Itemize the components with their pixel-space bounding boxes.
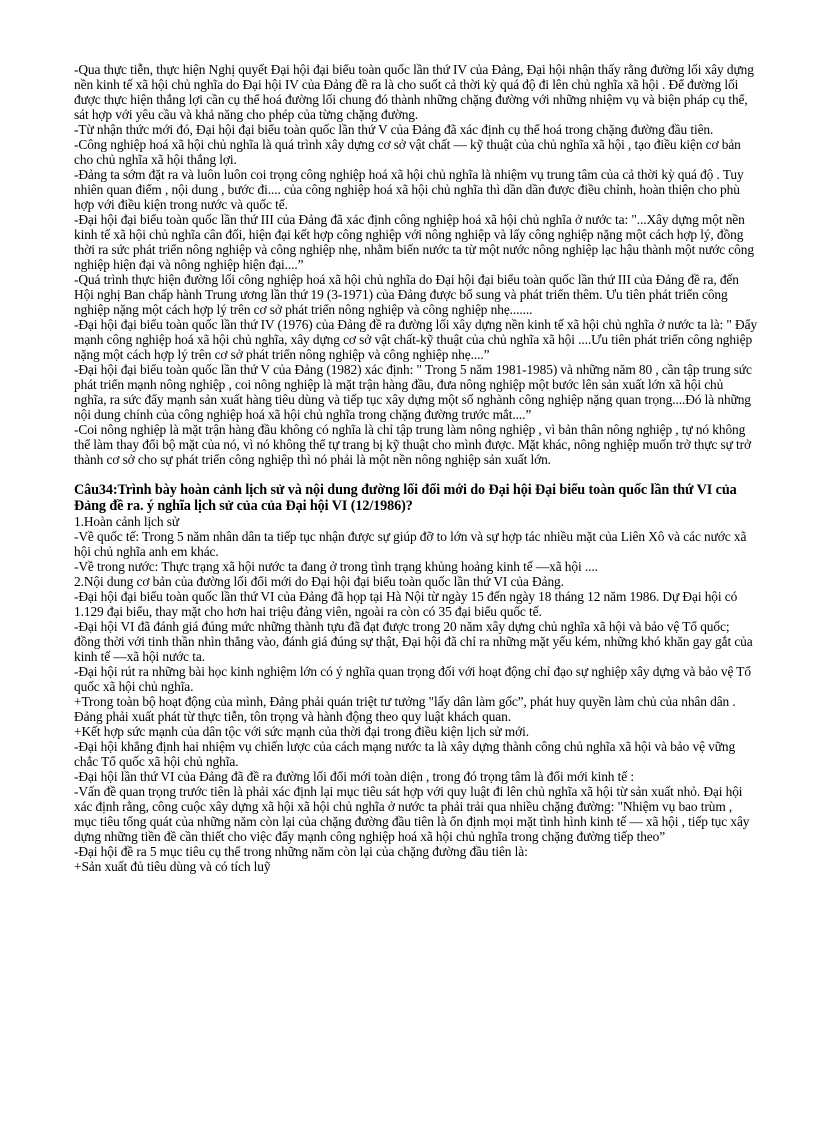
paragraph: +Trong toàn bộ hoạt động của mình, Đảng phải quán triệt tư tưởng "lấy dân làm gốc”, phát huy quyền làm chủ của nhân dân . (74, 694, 736, 710)
paragraph: -Đại hội khẳng định hai nhiệm vụ chiến lược của cách mạng nước ta là xây dựng thành công chủ nghĩa xã hội và bảo vệ vững chắc Tổ quốc xã hội chủ nghĩa. (74, 739, 736, 770)
paragraph: -Đảng ta sớm đặt ra và luôn luôn coi trọng công nghiệp hoá xã hội chủ nghĩa là nhiệm vụ trung tâm của cả thời kỳ quá độ . Tuy nhiên quan điểm , nội dung , bước đi.... của công nghiệp hoá xã hội chủ nghĩa thì dần dần được điều chỉnh, hoàn thiện cho phù hợp với điều kiện trong nước và quốc tế. (74, 167, 744, 212)
document-page (74, 62, 758, 874)
paragraph: -Về trong nước: Thực trạng xã hội nước ta đang ở trong tình trạng khủng hoảng kinh tế —xã hội .... (74, 559, 598, 575)
paragraph: -Đại hội rút ra những bài học kinh nghiệm lớn có ý nghĩa quan trọng đối với hoạt động chỉ đạo sự nghiệp xây dựng và bảo vệ Tổ quốc xã hội chủ nghĩa. (74, 664, 751, 695)
paragraph: -Đại hội đại biểu toàn quốc lần thứ III của Đảng đã xác định công nghiệp hoá xã hội chủ nghĩa ở nước ta: "...Xây dựng một nền kinh tế xã hội chủ nghĩa cân đối, hiện đại kết hợp công nghiệp với nông nghiệp và lấy công nghiệp nặng một cách hợp lý, đồng thời ra sức phát triển nông nghiệp và công nghiệp nhẹ, nhằm biến nước ta từ một nước nông nghiệp lạc hậu thành một nước công nghiệp hiện đại và nông nghiệp hiện đại....” (74, 212, 754, 272)
paragraph: -Đại hội đại biểu toàn quốc lần thứ V của Đảng (1982) xác định: " Trong 5 năm 1981-1985) và những năm 80 , cần tập trung sức phát triển mạnh nông nghiệp , coi nông nghiệp là mặt trận hàng đầu, đưa nông nghiệp một bước lên sản xuất lớn xã hội chủ nghĩa, ra sức đẩy mạnh sản xuất hàng tiêu dùng và tiếp tục xây dựng một số nghành công nghiệp nặng quan trọng....Đó là những nội dung chính của công nghiệp hoá xã hội chủ nghĩa trong chặng đường trước mắt....” (74, 362, 752, 422)
question-heading: Câu34:Trình bày hoàn cảnh lịch sử và nội dung đường lối đổi mới do Đại hội Đại biểu toàn quốc lần thứ VI của Đảng đề ra. ý nghĩa lịch sử của của Đại hội VI (12/1986)? (74, 482, 737, 514)
paragraph: -Đại hội VI đã đánh giá đúng mức những thành tựu đã đạt được trong 20 năm xây dựng chủ nghĩa xã hội và bảo vệ Tổ quốc; đồng thời với tinh thần nhìn thẳng vào, đánh giá đúng sự thật, Đại hội đã chỉ ra những mặt yếu kém, những khó khăn gay gắt của kinh tế —xã hội nước ta. (74, 619, 753, 665)
paragraph: +Sản xuất đủ tiêu dùng và có tích luỹ (74, 859, 271, 875)
paragraph: -Đại hội đại biểu toàn quốc lần thứ IV (1976) của Đảng đề ra đường lối xây dựng nền kinh tế xã hội chủ nghĩa ở nước ta là: " Đẩy mạnh công nghiệp hoá xã hội chủ nghĩa, xây dựng cơ sở vật chất-kỹ thuật của chủ nghĩa xã hội ....Ưu tiên phát triển công nghiệp nặng một cách hợp lý trên cơ sở phát triển nông nghiệp và công nghiệp nhẹ....” (74, 317, 758, 362)
paragraph: -Coi nông nghiệp là mặt trận hàng đầu không có nghĩa là chỉ tập trung làm nông nghiệp , vì bản thân nông nghiệp , tự nó không thể làm thay đổi bộ mặt của nó, vì nó không thể tự trang bị kỹ thuật cho mình được. Mặt khác, nông nghiệp muốn trở thực sự trở thành cơ sở cho sự phát triển công nghiệp thì nó phải là một nền nông nghiệp sản xuất lớn. (74, 422, 751, 467)
paragraph: -Đại hội đại biểu toàn quốc lần thứ VI của Đảng đã họp tại Hà Nội từ ngày 15 đến ngày 18 tháng 12 năm 1986. Dự Đại hội có 1.129 đại biểu, thay mặt cho hơn hai triệu đảng viên, ngoài ra còn có 35 đại biểu quốc tế. (74, 589, 738, 620)
paragraph: -Vấn đề quan trọng trước tiên là phải xác định lại mục tiêu sát hợp với quy luật đi lên chủ nghĩa xã hội từ sản xuất nhỏ. Đại hội xác định rằng, công cuộc xây dựng xã hội xã hội chủ nghĩa ở nước ta phải trải qua nhiều chặng đường: "Nhiệm vụ bao trùm , mục tiêu tổng quát của những năm còn lại của chặng đường đầu tiên là ổn định mọi mặt tình hình kinh tế — xã hội , tiếp tục xây dựng những tiền đề cần thiết cho việc đẩy mạnh công nghiệp hoá xã hội chủ nghĩa trong chặng đường tiếp theo” (74, 784, 750, 845)
subheading: 1.Hoàn cảnh lịch sử (74, 514, 180, 530)
paragraph: +Kết hợp sức mạnh của dân tộc với sức mạnh của thời đại trong điều kiện lịch sử mới. (74, 724, 529, 740)
paragraph: -Đại hội đề ra 5 mục tiêu cụ thể trong những năm còn lại của chặng đường đầu tiên là: (74, 844, 528, 860)
paragraph: -Đại hội lần thứ VI của Đảng đã đề ra đường lối đổi mới toàn diện , trong đó trọng tâm là đổi mới kinh tế : (74, 769, 634, 785)
paragraph: Đảng phải xuất phát từ thực tiễn, tôn trọng và hành động theo quy luật khách quan. (74, 709, 511, 725)
paragraph: -Về quốc tế: Trong 5 năm nhân dân ta tiếp tục nhận được sự giúp đỡ to lớn và sự hợp tác nhiều mặt của Liên Xô và các nước xã hội chủ nghĩa anh em khác. (74, 529, 747, 560)
paragraph: -Từ nhận thức mới đó, Đại hội đại biểu toàn quốc lần thứ V của Đảng đã xác định cụ thể hoá trong chặng đường đầu tiên. (74, 122, 714, 137)
paragraph: -Công nghiệp hoá xã hội chủ nghĩa là quá trình xây dựng cơ sở vật chất — kỹ thuật của chủ nghĩa xã hội , tạo điều kiện cơ bản cho chủ nghĩa xã hội thắng lợi. (74, 137, 741, 167)
paragraph: -Qua thực tiễn, thực hiện Nghị quyết Đại hội đại biểu toàn quốc lần thứ IV của Đảng, Đại hội nhận thấy rằng đường lối xây dựng nền kinh tế xã hội chủ nghĩa do Đại hội IV của Đảng đề ra là cho suốt cả thời kỳ quá độ đi lên chủ nghĩa xã hội . Để đường lối được thực hiện thắng lợi cần cụ thể hoá đường lối chung đó thành những chặng đường với những nhiệm vụ và biện pháp cụ thể, sát hợp với yêu cầu và khả năng cho phép của từng chặng đường. (74, 62, 754, 122)
subheading: 2.Nội dung cơ bản của đường lối đổi mới do Đại hội đại biểu toàn quốc lần thứ VI của Đảng. (74, 574, 564, 590)
paragraph: -Quá trình thực hiện đường lối công nghiệp hoá xã hội chủ nghĩa do Đại hội đại biểu toàn quốc lần thứ III của Đảng đề ra, đến Hội nghị Ban chấp hành Trung ương lần thứ 19 (3-1971) của Đảng được bổ sung và phát triển thêm. Ưu tiên phát triển công nghiệp nặng một cách hợp lý trên cơ sở phát triển nông nghiệp và công nghiệp nhẹ....... (74, 272, 739, 317)
